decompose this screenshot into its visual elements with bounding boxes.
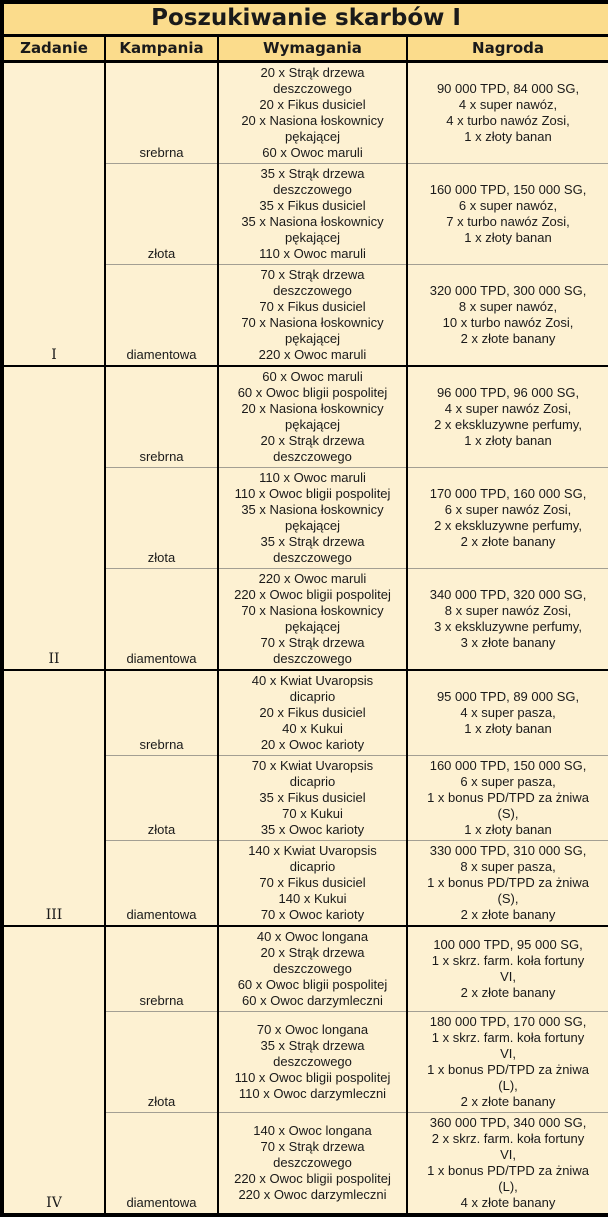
reward-line: 1 x bonus PD/TPD za żniwa — [427, 1163, 589, 1178]
reward-line: 95 000 TPD, 89 000 SG, — [436, 689, 580, 704]
reward-cell — [407, 670, 608, 756]
reward-line: 8 x super nawóz Zosi, — [444, 603, 572, 618]
task-number: IV — [2, 926, 105, 1215]
reward-line: 1 x złoty banan — [464, 129, 552, 144]
reward-line: 170 000 TPD, 160 000 SG, — [429, 486, 587, 501]
reward-line: 4 x super nawóz, — [458, 97, 558, 112]
campaign-label: diamentowa — [105, 1113, 218, 1216]
requirement-line: 20 x Fikus dusiciel — [259, 97, 366, 112]
column-header-row — [2, 36, 608, 62]
requirement-line: deszczowego — [273, 449, 352, 464]
requirement-line: 60 x Owoc darzymleczni — [242, 993, 383, 1008]
requirement-line: 110 x Owoc maruli — [259, 246, 366, 261]
requirement-line: 20 x Owoc karioty — [260, 737, 365, 752]
requirement-line: 110 x Owoc bligii pospolitej — [234, 1070, 391, 1085]
column-header-nagroda: Nagroda — [407, 36, 608, 62]
requirements-cell — [218, 468, 407, 569]
reward-line: 6 x super nawóz, — [458, 198, 558, 213]
requirement-line: 70 x Owoc karioty — [260, 907, 365, 922]
requirement-line: 60 x Owoc maruli — [262, 369, 363, 384]
reward-cell — [407, 62, 608, 164]
campaign-label: diamentowa — [105, 569, 218, 671]
reward-line: 2 x złote banany — [460, 534, 556, 549]
tier-row — [2, 366, 608, 468]
requirements-cell — [218, 841, 407, 927]
reward-line: (S), — [497, 806, 519, 821]
requirement-line: deszczowego — [273, 1155, 352, 1170]
requirement-line: 70 x Strąk drzewa — [260, 635, 365, 650]
requirements-cell — [218, 1113, 407, 1216]
requirement-line: 70 x Strąk drzewa — [260, 1139, 365, 1154]
requirement-line: 220 x Owoc bligii pospolitej — [234, 587, 391, 602]
reward-line: 360 000 TPD, 340 000 SG, — [429, 1115, 587, 1130]
requirement-line: 140 x Kwiat Uvaropsis — [248, 843, 377, 858]
requirement-line: 35 x Strąk drzewa — [260, 534, 365, 549]
requirement-line: 20 x Fikus dusiciel — [259, 705, 366, 720]
requirement-line: 220 x Owoc maruli — [258, 571, 367, 586]
campaign-label: diamentowa — [105, 265, 218, 367]
requirement-line: 60 x Owoc bligii pospolitej — [237, 977, 388, 992]
campaign-label: złota — [105, 468, 218, 569]
requirement-line: 35 x Fikus dusiciel — [259, 198, 366, 213]
reward-cell — [407, 164, 608, 265]
requirement-line: 70 x Strąk drzewa — [260, 267, 365, 282]
reward-line: 1 x bonus PD/TPD za żniwa — [427, 875, 589, 890]
requirements-cell — [218, 164, 407, 265]
reward-line: 4 x turbo nawóz Zosi, — [446, 113, 570, 128]
reward-cell — [407, 265, 608, 367]
requirement-line: 40 x Owoc longana — [256, 929, 369, 944]
reward-line: VI, — [500, 1147, 516, 1162]
requirement-line: 60 x Owoc maruli — [262, 145, 363, 160]
requirement-line: 220 x Owoc bligii pospolitej — [234, 1171, 391, 1186]
reward-line: VI, — [500, 969, 516, 984]
requirement-line: deszczowego — [273, 81, 352, 96]
requirements-cell — [218, 756, 407, 841]
requirement-line: 70 x Kukui — [282, 806, 343, 821]
requirement-line: 70 x Kwiat Uvaropsis — [251, 758, 374, 773]
campaign-label: srebrna — [105, 62, 218, 164]
reward-line: 2 x ekskluzywne perfumy, — [434, 518, 582, 533]
requirement-line: 70 x Fikus dusiciel — [259, 299, 366, 314]
requirement-line: 35 x Strąk drzewa — [260, 166, 365, 181]
requirement-line: 35 x Fikus dusiciel — [259, 790, 366, 805]
requirement-line: dicaprio — [289, 774, 336, 789]
requirement-line: 20 x Strąk drzewa — [260, 65, 365, 80]
requirement-line: 20 x Strąk drzewa — [260, 945, 365, 960]
reward-cell — [407, 926, 608, 1012]
table-body — [2, 62, 608, 1216]
requirement-line: 60 x Owoc bligii pospolitej — [237, 385, 388, 400]
reward-line: 160 000 TPD, 150 000 SG, — [429, 758, 587, 773]
requirement-line: pękającej — [285, 331, 340, 346]
column-header-zadanie: Zadanie — [2, 36, 105, 62]
reward-line: 1 x bonus PD/TPD za żniwa — [427, 1062, 589, 1077]
reward-line: 8 x super nawóz, — [458, 299, 558, 314]
column-header-kampania: Kampania — [105, 36, 218, 62]
requirement-line: dicaprio — [289, 689, 336, 704]
reward-line: 1 x złoty banan — [464, 822, 552, 837]
reward-line: 330 000 TPD, 310 000 SG, — [429, 843, 587, 858]
reward-line: 340 000 TPD, 320 000 SG, — [429, 587, 587, 602]
reward-line: 320 000 TPD, 300 000 SG, — [429, 283, 587, 298]
reward-line: 2 x złote banany — [460, 907, 556, 922]
reward-line: 96 000 TPD, 96 000 SG, — [436, 385, 580, 400]
requirement-line: 35 x Nasiona łoskownicy — [241, 502, 384, 517]
requirement-line: 35 x Nasiona łoskownicy — [241, 214, 384, 229]
reward-line: (L), — [498, 1179, 518, 1194]
campaign-label: srebrna — [105, 366, 218, 468]
requirement-line: 20 x Strąk drzewa — [260, 433, 365, 448]
requirement-line: deszczowego — [273, 283, 352, 298]
requirement-line: pękającej — [285, 518, 340, 533]
tier-row — [2, 62, 608, 164]
title-row — [2, 2, 608, 36]
requirement-line: pękającej — [285, 129, 340, 144]
task-number: II — [2, 366, 105, 670]
requirement-line: deszczowego — [273, 961, 352, 976]
reward-line: 4 x złote banany — [460, 1195, 556, 1210]
reward-line: VI, — [500, 1046, 516, 1061]
requirement-line: deszczowego — [273, 1054, 352, 1069]
reward-cell — [407, 366, 608, 468]
reward-line: 1 x skrz. farm. koła fortuny — [431, 1030, 585, 1045]
task-number: I — [2, 62, 105, 367]
reward-line: 6 x super pasza, — [460, 774, 556, 789]
requirements-cell — [218, 366, 407, 468]
requirement-line: deszczowego — [273, 182, 352, 197]
reward-line: 1 x skrz. farm. koła fortuny — [431, 953, 585, 968]
reward-line: 90 000 TPD, 84 000 SG, — [436, 81, 580, 96]
tier-row — [2, 926, 608, 1012]
reward-line: 4 x super nawóz Zosi, — [444, 401, 572, 416]
reward-line: 2 x ekskluzywne perfumy, — [434, 417, 582, 432]
reward-line: 1 x złoty banan — [464, 230, 552, 245]
requirement-line: 110 x Owoc bligii pospolitej — [234, 486, 391, 501]
reward-line: 2 x złote banany — [460, 985, 556, 1000]
reward-cell — [407, 1012, 608, 1113]
reward-line: 4 x super pasza, — [460, 705, 556, 720]
requirement-line: dicaprio — [289, 859, 336, 874]
page-title: Poszukiwanie skarbów I — [2, 2, 608, 36]
requirements-cell — [218, 926, 407, 1012]
reward-cell — [407, 1113, 608, 1216]
requirements-cell — [218, 265, 407, 367]
reward-line: 7 x turbo nawóz Zosi, — [446, 214, 570, 229]
tier-row — [2, 670, 608, 756]
reward-line: 1 x bonus PD/TPD za żniwa — [427, 790, 589, 805]
requirement-line: deszczowego — [273, 651, 352, 666]
reward-cell — [407, 569, 608, 671]
requirement-line: pękającej — [285, 230, 340, 245]
requirement-line: 140 x Kukui — [278, 891, 347, 906]
reward-line: (S), — [497, 891, 519, 906]
reward-line: 160 000 TPD, 150 000 SG, — [429, 182, 587, 197]
requirement-line: 110 x Owoc maruli — [259, 470, 366, 485]
requirement-line: 20 x Nasiona łoskownicy — [241, 113, 384, 128]
campaign-label: diamentowa — [105, 841, 218, 927]
reward-line: 2 x skrz. farm. koła fortuny — [431, 1131, 585, 1146]
task-number: III — [2, 670, 105, 926]
requirement-line: 70 x Fikus dusiciel — [259, 875, 366, 890]
requirement-line: 35 x Strąk drzewa — [260, 1038, 365, 1053]
requirement-line: 40 x Kukui — [282, 721, 343, 736]
requirements-cell — [218, 1012, 407, 1113]
reward-cell — [407, 468, 608, 569]
campaign-label: srebrna — [105, 670, 218, 756]
reward-line: 3 x złote banany — [460, 635, 556, 650]
requirement-line: 220 x Owoc darzymleczni — [238, 1187, 387, 1202]
requirement-line: 110 x Owoc darzymleczni — [238, 1086, 387, 1101]
requirement-line: 70 x Nasiona łoskownicy — [241, 315, 384, 330]
requirement-line: 70 x Nasiona łoskownicy — [241, 603, 384, 618]
reward-cell — [407, 756, 608, 841]
reward-line: 6 x super nawóz Zosi, — [444, 502, 572, 517]
reward-cell — [407, 841, 608, 927]
reward-line: 100 000 TPD, 95 000 SG, — [433, 937, 583, 952]
requirement-line: 40 x Kwiat Uvaropsis — [251, 673, 374, 688]
requirements-cell — [218, 670, 407, 756]
campaign-label: złota — [105, 756, 218, 841]
column-header-wymagania: Wymagania — [218, 36, 407, 62]
requirement-line: deszczowego — [273, 550, 352, 565]
requirement-line: pękającej — [285, 417, 340, 432]
requirement-line: 70 x Owoc longana — [256, 1022, 369, 1037]
reward-line: 3 x ekskluzywne perfumy, — [434, 619, 582, 634]
requirement-line: 220 x Owoc maruli — [258, 347, 367, 362]
requirement-line: 20 x Nasiona łoskownicy — [241, 401, 384, 416]
reward-line: 180 000 TPD, 170 000 SG, — [429, 1014, 587, 1029]
campaign-label: srebrna — [105, 926, 218, 1012]
requirement-line: 140 x Owoc longana — [253, 1123, 372, 1138]
reward-line: (L), — [498, 1078, 518, 1093]
requirements-cell — [218, 569, 407, 671]
reward-line: 10 x turbo nawóz Zosi, — [442, 315, 574, 330]
campaign-label: złota — [105, 164, 218, 265]
requirement-line: pękającej — [285, 619, 340, 634]
reward-line: 1 x złoty banan — [464, 433, 552, 448]
reward-line: 1 x złoty banan — [464, 721, 552, 736]
reward-line: 2 x złote banany — [460, 1094, 556, 1109]
campaign-label: złota — [105, 1012, 218, 1113]
requirements-cell — [218, 62, 407, 164]
reward-line: 8 x super pasza, — [460, 859, 556, 874]
requirement-line: 35 x Owoc karioty — [260, 822, 365, 837]
reward-line: 2 x złote banany — [460, 331, 556, 346]
